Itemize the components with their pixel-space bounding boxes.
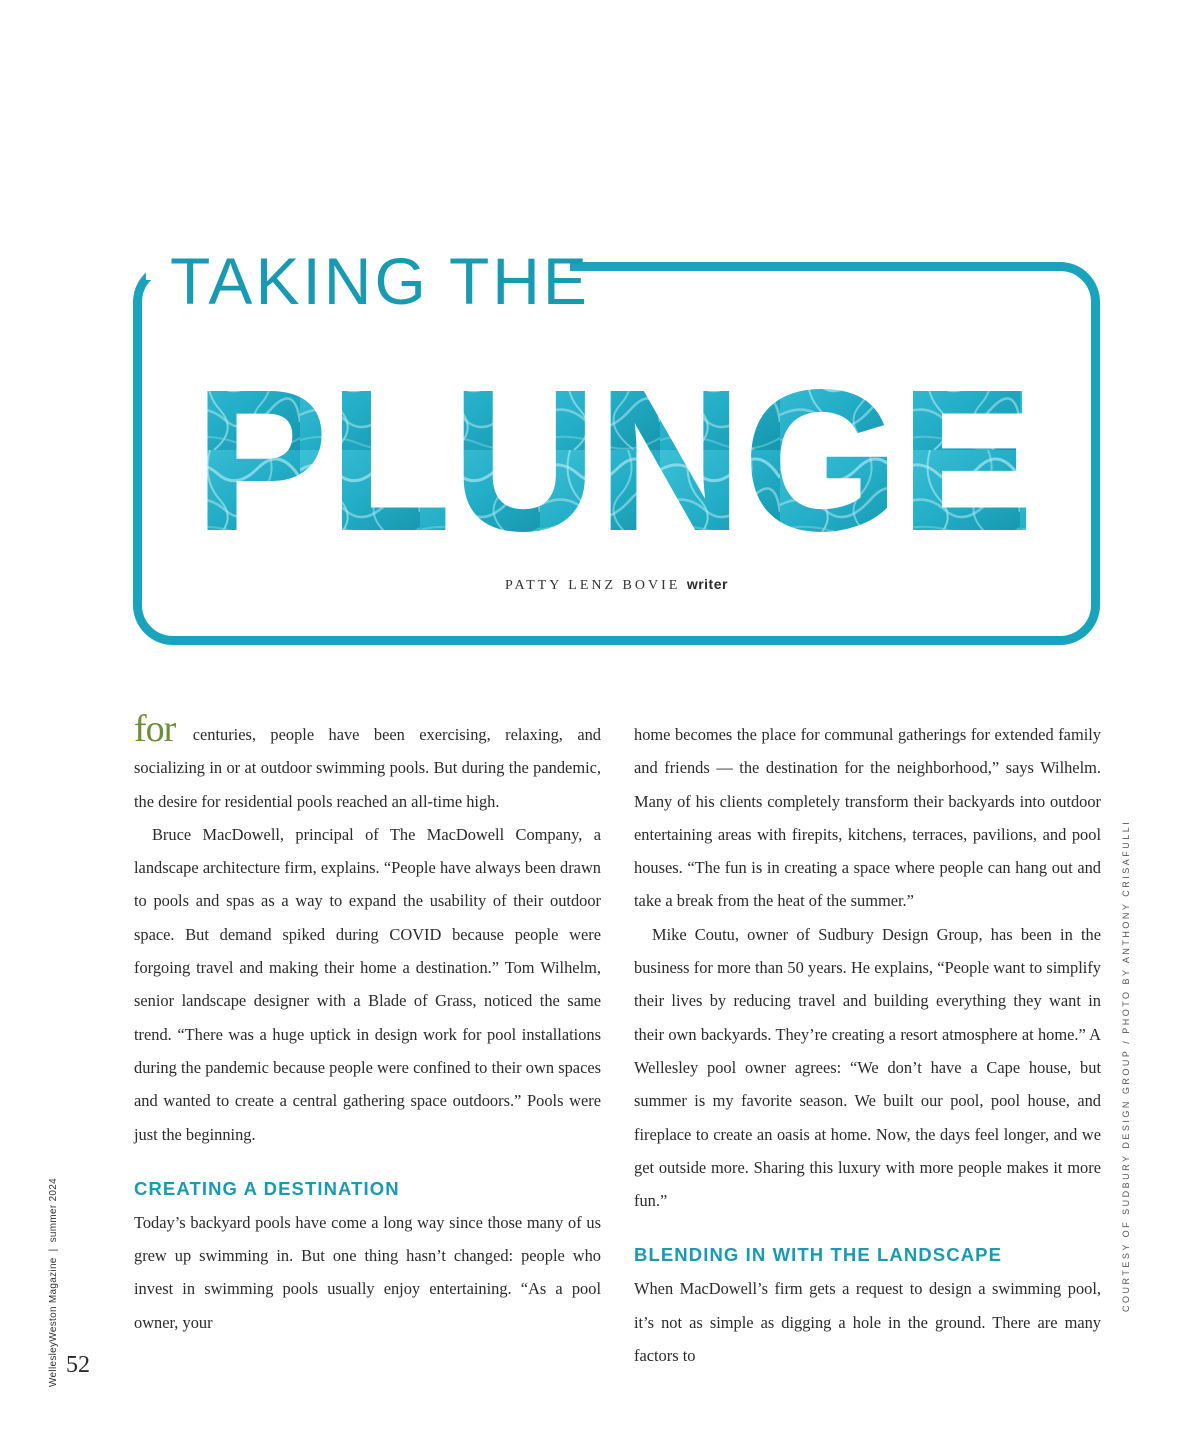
photo-credit: COURTESY OF SUDBURY DESIGN GROUP / PHOTO BY ANTHONY CRISAFULLI <box>1121 819 1131 1312</box>
publication-name: WellesleyWeston Magazine <box>48 1257 59 1387</box>
article-column-right <box>634 718 1101 1372</box>
byline <box>0 576 1200 594</box>
body-paragraph: Bruce MacDowell, principal of The MacDowell Company, a landscape architecture firm, explains. “People have always been drawn to pools and spas as a way to expand the usability of their outdoor space. But demand spiked during COVID because people were forgoing travel and making their home a destination.” Tom Wilhelm, senior landscape designer with a Blade of Grass, noticed the same trend. “There was a huge uptick in design work for pool installations during the pandemic because people were confined to their own spaces and wanted to create a central gathering space outdoors.” Pools were just the beginning. <box>134 824 601 1144</box>
subhead-blending-landscape: BLENDING IN WITH THE LANDSCAPE <box>634 1244 1003 1266</box>
drop-cap: for <box>134 708 176 750</box>
headline-title-text: PLUNGE <box>194 360 1034 550</box>
byline-author: PATTY LENZ BOVIE <box>505 578 681 593</box>
byline-role: writer <box>686 576 728 592</box>
folio-separator: | <box>48 1248 59 1252</box>
body-paragraph: home becomes the place for communal gatherings for extended family and friends — the destination for the neighborhood,” says Wilhelm. Many of his clients completely transform their backyards into outdoor entertaining areas with firepits, kitchens, terraces, pavilions, and pool houses. “The fun is in creating a space where people can hang out and take a break from the heat of the summer.” <box>634 725 1101 911</box>
headline-kicker: TAKING THE <box>170 244 590 318</box>
body-paragraph: Mike Coutu, owner of Sudbury Design Group, has been in the business for more than 50 years. He explains, “People want to simplify their lives by reducing travel and building everything they want in their own backyards. They’re creating a resort atmosphere at home.” A Wellesley pool owner agrees: “We don’t have a Cape house, but summer is my favorite season. We built our pool, pool house, and fireplace to create an oasis at home. Now, the days feel longer, and we get outside more. Sharing this luxury with more people makes it more fun.” <box>634 924 1101 1211</box>
body-paragraph: When MacDowell’s firm gets a request to design a swimming pool, it’s not as simple as digging a hole in the ground. There are many factors to <box>634 1279 1101 1366</box>
page-number: 52 <box>66 1352 90 1378</box>
issue-date: summer 2024 <box>48 1177 59 1243</box>
article-column-left <box>134 708 601 1339</box>
folio <box>48 1178 59 1387</box>
body-paragraph: Today’s backyard pools have come a long way since those many of us grew up swimming in. But one thing hasn’t changed: people who invest in swimming pools usually enjoy entertaining. “As a pool owner, your <box>134 1212 601 1332</box>
headline-title <box>180 360 1060 550</box>
subhead-creating-destination: CREATING A DESTINATION <box>134 1177 400 1199</box>
intro-paragraph <box>134 708 601 818</box>
intro-text: centuries, people have been exercising, relaxing, and socializing in or at outdoor swimming pools. But during the pandemic, the desire for residential pools reached an all-time high. <box>134 725 601 811</box>
